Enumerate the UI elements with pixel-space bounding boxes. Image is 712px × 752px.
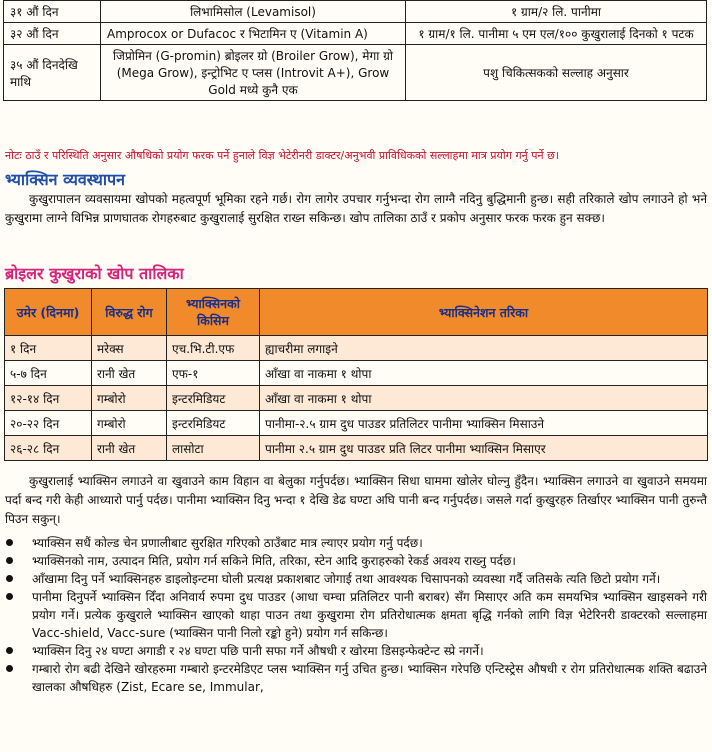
cell-age: ५-७ दिन xyxy=(5,361,92,386)
cell-age: २०-२२ दिन xyxy=(5,411,92,436)
vaccine-management-paragraph: कुखुरापालन व्यवसायमा खोपको महत्वपूर्ण भूमिका रहने गर्छ। रोग लागेर उपचार गर्नुभन्दा रोग लाग्नै नदिनु बुद्धिमानी हुन्छ। सही तरिकाले खोप लगाउने हो भने कुखुरामा लाग्ने विभिन्न प्राणघातक रोगहरुबाट कुखुरालाई सुरक्षित राख्न सकिन्छ। खोप तालिका ठाउँ र प्रकोप अनुसार फरक फरक हुन सक्छ। xyxy=(5,192,707,225)
dose-row xyxy=(4,23,707,45)
vaccine-schedule-table xyxy=(4,288,708,461)
list-item-text: पानीमा दिनुपर्ने भ्याक्सिन दिँदा अनिवार्य रुपमा दुध पाउडर (आधा चम्चा प्रतिलिटर पानी बराबर) सँग मिसाएर अति कम समयभित्र भ्याक्सिन खाइसक्ने गरी प्रयोग गर्ने। प्रत्येक कुखुराले भ्याक्सिन खाएको थाहा पाउन तथा कुखुरामा रोग प्रतिरोधात्मक क्षमता बृद्धि गर्नको लागि विज्ञ भेटेरिनरी डाक्टरको सल्लाहमा Vacc-shield, Vacc-sure (भ्याक्सिन पानी निलो रङ्को हुने) प्रयोग गर्न सकिन्छ। xyxy=(32,590,707,640)
table-row xyxy=(5,336,708,361)
dose-row xyxy=(4,45,707,101)
vaccination-paragraph: कुखुरालाई भ्याक्सिन लगाउने वा खुवाउने काम विहान वा बेलुका गर्नुपर्दछ। भ्याक्सिन सिधा घाममा खोलेर घोल्नु हुँदैन। भ्याक्सिन लगाउने वा खुवाउने समयमा पर्दा बन्द गरी केही आध्यारो पार्नु पर्दछ। पानीमा भ्याक्सिन दिनु भन्दा १ देखि डेढ घण्टा अघि पानी बन्द गर्नुपर्दछ। जसले गर्दा कुखुरहरु तिर्खाएर भ्याक्सिन पानी तुरुन्तै पिउन सकुन्। xyxy=(5,474,707,526)
cell-method: पानीमा-२.५ ग्राम दुध पाउडर प्रतिलिटर पानीमा भ्याक्सिन मिसाउने xyxy=(260,411,708,436)
bullet-icon xyxy=(6,557,13,564)
table-header-row xyxy=(5,289,708,336)
cell-vaccine: एफ-१ xyxy=(167,361,260,386)
dose-medicine: लिभामिसोल (Levamisol) xyxy=(101,1,406,23)
list-item xyxy=(0,588,712,642)
cell-method: पानीमा २.५ ग्राम दुध पाउडर प्रति लिटर पानीमा भ्याक्सिन मिसाएर xyxy=(260,436,708,461)
cell-age: १ दिन xyxy=(5,336,92,361)
dose-day: ३५ औं दिनदेखि माथि xyxy=(4,45,101,101)
col-disease: विरुद्ध रोग xyxy=(92,289,167,336)
cell-age: १२-१४ दिन xyxy=(5,386,92,411)
list-item xyxy=(0,570,712,588)
cell-age: २६-२८ दिन xyxy=(5,436,92,461)
cell-vaccine: इन्टरमिडियट xyxy=(167,386,260,411)
cell-disease: मरेक्स xyxy=(92,336,167,361)
dose-amount: १ ग्राम/२ लि. पानीमा xyxy=(406,1,707,23)
list-item-text: भ्याक्सिन सधैं कोल्ड चेन प्रणालीबाट सुरक्षित गरिएको ठाउँबाट मात्र ल्याएर प्रयोग गर्नु पर्दछ। xyxy=(32,536,423,550)
table-row xyxy=(5,386,708,411)
cell-method: आँखा वा नाकमा १ थोपा xyxy=(260,386,708,411)
list-item xyxy=(0,660,712,696)
cell-vaccine: इन्टरमिडियट xyxy=(167,411,260,436)
bullet-icon xyxy=(6,665,13,672)
dose-day: ३१ औं दिन xyxy=(4,1,101,23)
heading-broiler-schedule: ब्रोइलर कुखुराको खोप तालिका xyxy=(5,264,184,283)
list-item xyxy=(0,552,712,570)
bullet-icon xyxy=(6,593,13,600)
dose-medicine: Amprocox or Dufacoc र भिटामिन ए (Vitamin A) xyxy=(101,23,406,45)
bullet-icon xyxy=(6,539,13,546)
cell-method: आँखा वा नाकमा १ थोपा xyxy=(260,361,708,386)
note-text: नोटः ठाउँ र परिस्थिति अनुसार औषधिको प्रयोग फरक पर्ने हुनाले विज्ञ भेटेरीनरी डाक्टर/अनुभवी प्राविधिकको सल्लाहमा मात्र प्रयोग गर्नु पर्ने छ। xyxy=(5,149,559,162)
col-method: भ्याक्सिनेशन तरिका xyxy=(260,289,708,336)
cell-disease: रानी खेत xyxy=(92,361,167,386)
list-item xyxy=(0,642,712,660)
heading-vaccine-management: भ्याक्सिन व्यवस्थापन xyxy=(5,170,126,189)
cell-disease: गम्बोरो xyxy=(92,411,167,436)
table-row xyxy=(5,411,708,436)
table-row xyxy=(5,436,708,461)
cell-vaccine: एच.भि.टी.एफ xyxy=(167,336,260,361)
list-item-text: गम्बारो रोग बढी देखिने खोरहरुमा गम्बारो इन्टरमेडिएट प्लस भ्याक्सिन गर्नु उचित हुन्छ। भ्याक्सिन गरेपछि एन्टिस्ट्रेस औषधी र रोग प्रतिरोधात्मक शक्ति बढाउने खालका औषधिहरु (Zist, Ecare se, Immular, xyxy=(32,662,707,694)
col-vaccine-type: भ्याक्सिनको किसिम xyxy=(167,289,260,336)
cell-disease: रानी खेत xyxy=(92,436,167,461)
bullet-icon xyxy=(6,647,13,654)
cell-disease: गम्बोरो xyxy=(92,386,167,411)
dose-row xyxy=(4,1,707,23)
table-row xyxy=(5,361,708,386)
dose-amount: १ ग्राम/१ लि. पानीमा ५ एम एल/१०० कुखुरालाई दिनको १ पटक xyxy=(406,23,707,45)
list-item-text: भ्याक्सिनको नाम, उत्पादन मिति, प्रयोग गर्न सकिने मिति, तरिका, स्टेन आदि कुराहरुको रेकर्ड अवश्य राख्नु पर्दछ। xyxy=(32,554,516,568)
bullet-list xyxy=(0,534,712,696)
col-age: उमेर (दिनमा) xyxy=(5,289,92,336)
cell-vaccine: लासोटा xyxy=(167,436,260,461)
cell-method: ह्याचरीमा लगाइने xyxy=(260,336,708,361)
list-item-text: आँखामा दिनु पर्ने भ्याक्सिनहरु डाइलोइन्टमा घोली प्रत्यक्ष प्रकाशबाट जोगाई तथा आवश्यक चिसापनको व्यवस्था गर्दै जतिसके त्यति छिटो प्रयोग गर्ने। xyxy=(32,572,661,586)
dose-medicine: जिप्रोमिन (G-promin) ब्रोइलर ग्रो (Broiler Grow), मेगा ग्रो (Mega Grow), इन्ट्रोभिट ए प्लस (Introvit A+), Grow Gold मध्ये कुनै एक xyxy=(101,45,406,101)
list-item xyxy=(0,534,712,552)
list-item-text: भ्याक्सिन दिनु २४ घण्टा अगाडी र २४ घण्टा पछि पानी सफा गर्ने औषधी र खोरमा डिसइन्फेक्टेन्ट स्प्रे नगर्ने। xyxy=(32,644,484,658)
bullet-icon xyxy=(6,575,13,582)
dose-amount: पशु चिकित्सकको सल्लाह अनुसार xyxy=(406,45,707,101)
dose-table xyxy=(3,0,707,101)
dose-day: ३२ औं दिन xyxy=(4,23,101,45)
